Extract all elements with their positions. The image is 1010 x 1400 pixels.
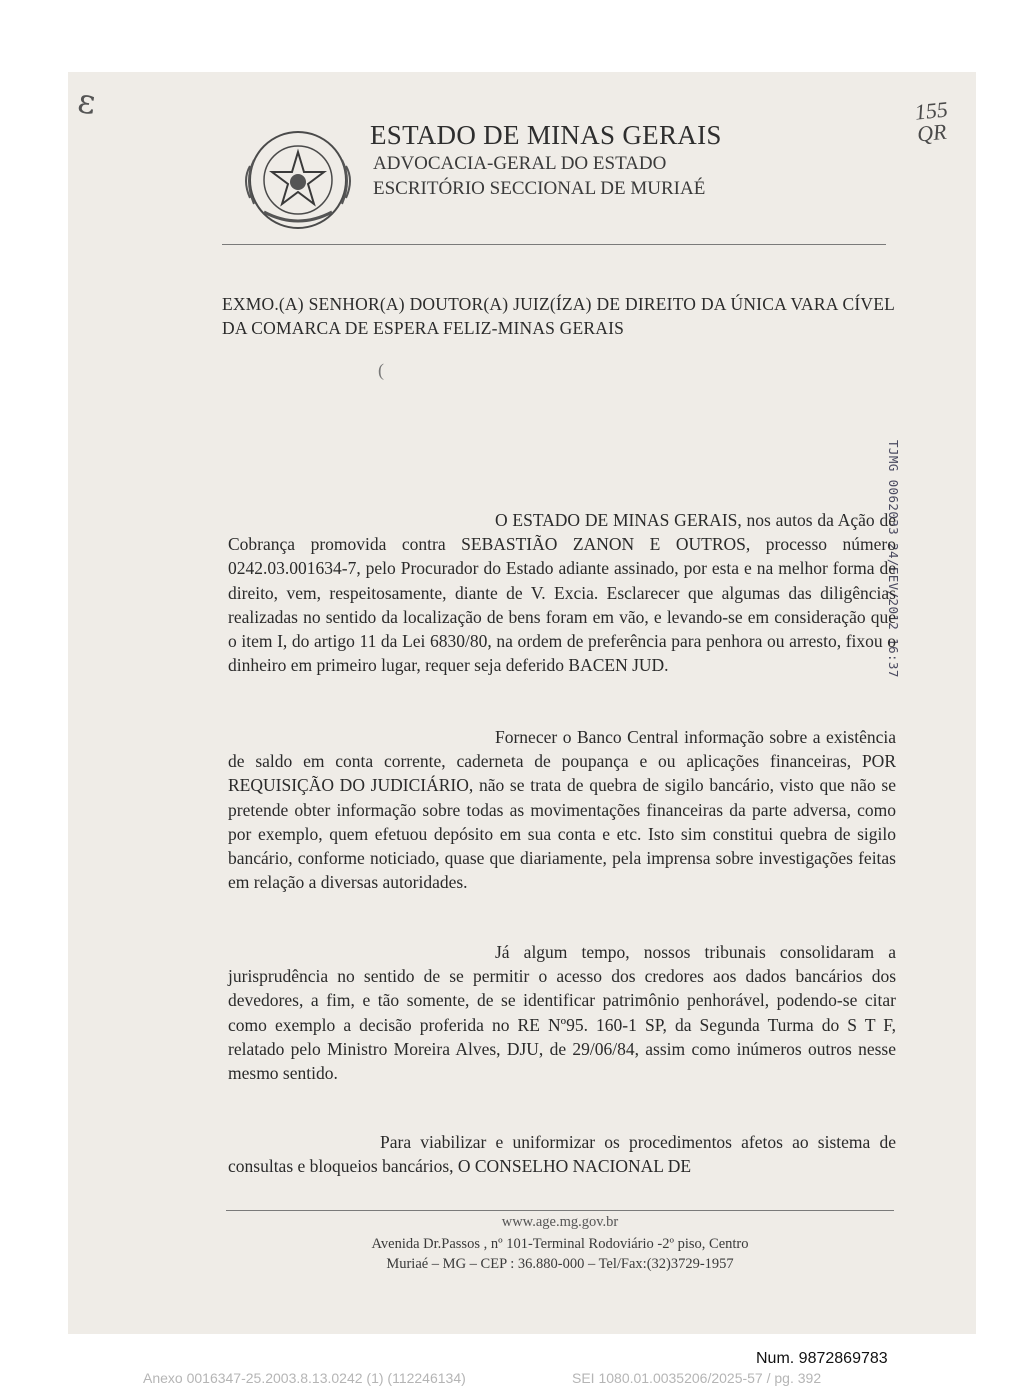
stray-mark: ( — [378, 360, 384, 380]
sei-reference: SEI 1080.01.0035206/2025-57 / pg. 392 — [572, 1370, 822, 1386]
footer-website: www.age.mg.gov.br — [501, 1214, 619, 1230]
footer-address: Avenida Dr.Passos , nº 101-Terminal Rodoviário -2º piso, Centro — [371, 1236, 749, 1252]
state-seal-icon — [236, 126, 360, 234]
paragraph-banco-central: Fornecer o Banco Central informação sobre a existência de saldo em conta corrente, caderneta de poupança e ou aplicações financeiras, POR REQUISIÇÃO DO JUDICIÁRIO, não se trata de quebra de sigilo bancário, visto que não se pretende obter informação sobre todas as movimentações financeiras da parte adversa, como por exemplo, quem efetuou depósito em sua conta e etc. Isto sim constitui quebra de sigilo bancário, conforme noticiado, quase que diariamente, pela imprensa sobre investigações feitas em relação a diversas autoridades. — [228, 727, 896, 893]
handwritten-mark-left: ε — [75, 80, 99, 124]
header-subtitle-advocacia: ADVOCACIA-GERAL DO ESTADO — [373, 153, 667, 174]
handwritten-initials: QR — [915, 118, 948, 147]
protocol-stamp: TJMG 0062033 24/FEV/2012 16:37 — [886, 440, 901, 678]
paragraph-request: O ESTADO DE MINAS GERAIS, nos autos da Ação de Cobrança promovida contra SEBASTIÃO ZANON E OUTROS, processo número 0242.03.001634-7, pelo Procurador do Estado adiante assinado, por esta e na melhor forma de direito, vem, respeitosamente, diante de V. Excia. Esclarecer que algumas das diligências realizadas no sentido da localização de bens foram em vão, e levando-se em consideração que o item I, do artigo 11 da Lei 6830/80, na ordem de preferência para penhora ou arresto, fixou o dinheiro em primeiro lugar, requer seja deferido BACEN JUD. — [228, 510, 896, 676]
annex-reference: Anexo 0016347-25.2003.8.13.0242 (1) (112246134) — [143, 1370, 466, 1386]
paragraph-conselho: Para viabilizar e uniformizar os procedimentos afetos ao sistema de consultas e bloqueios bancários, O CONSELHO NACIONAL DE — [228, 1132, 896, 1177]
paragraph-jurisprudencia: Já algum tempo, nossos tribunais consolidaram a jurisprudência no sentido de se permitir o acesso dos credores aos dados bancários dos devedores, a fim, e tão somente, de se identificar patrimônio penhorável, podendo-se citar como exemplo a decisão proferida no RE Nº95. 160-1 SP, da Segunda Turma do S T F, relatado pelo Ministro Moreira Alves, DJU, de 29/06/84, assim como inúmeros outros nesse mesmo sentido. — [228, 942, 896, 1084]
addressee: EXMO.(A) SENHOR(A) DOUTOR(A) JUIZ(ÍZA) DE DIREITO DA ÚNICA VARA CÍVEL DA COMARCA DE ESPERA FELIZ-MINAS GERAIS — [222, 294, 895, 338]
footer-divider — [226, 1210, 894, 1211]
document-number: Num. 9872869783 — [756, 1350, 888, 1367]
header-title: ESTADO DE MINAS GERAIS — [370, 120, 722, 150]
header-divider — [222, 244, 886, 245]
footer-city: Muriaé – MG – CEP : 36.880-000 – Tel/Fax:(32)3729-1957 — [386, 1256, 734, 1272]
handwritten-page-number — [914, 98, 951, 145]
header-subtitle-escritorio: ESCRITÓRIO SECCIONAL DE MURIAÉ — [373, 178, 706, 199]
handwritten-number: 155 — [913, 96, 950, 125]
